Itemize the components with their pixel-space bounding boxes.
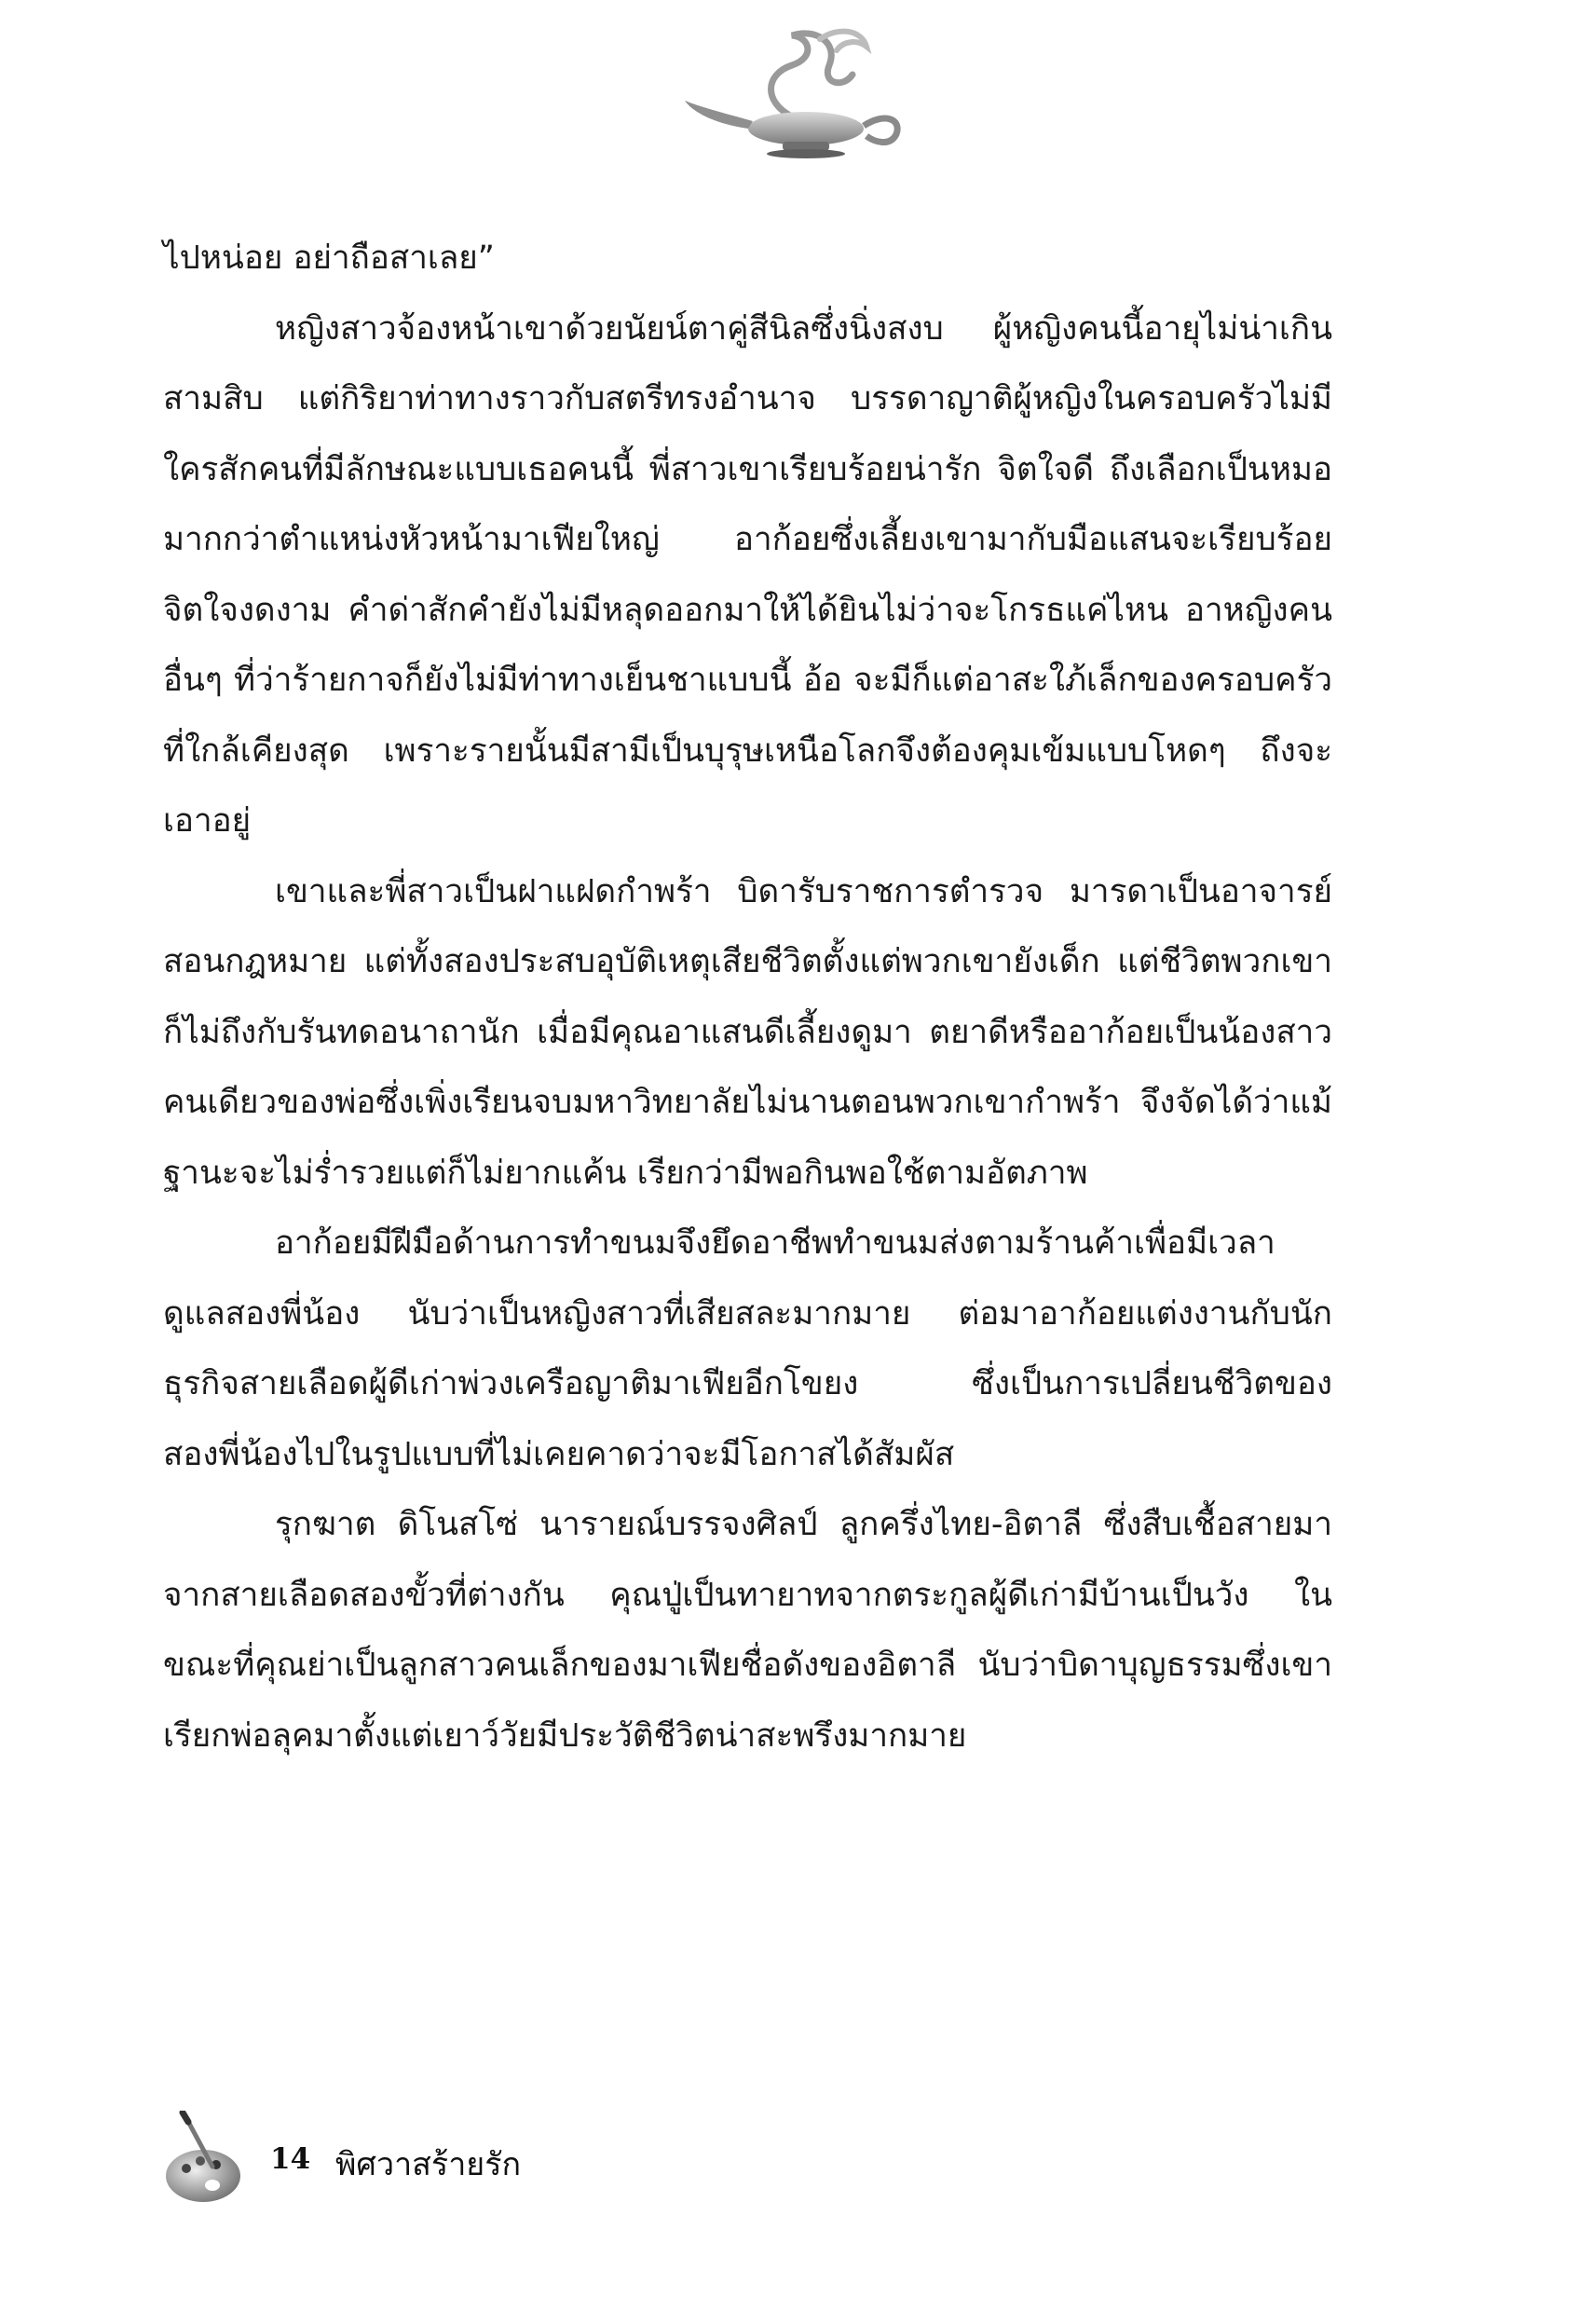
paragraph: รุกฆาต ดิโนสโซ่ นารายณ์บรรจงศิลป์ ลูกครึ่งไทย-อิตาลี ซึ่งสืบเชื้อสายมาจากสายเลือดสองขั้วที่ต่างกัน คุณปู่เป็นทายาทจากตระกูลผู้ดีเก่ามีบ้านเป็นวัง ในขณะที่คุณย่าเป็นลูกสาวคนเล็กของมาเฟียชื่อดังของอิตาลี นับว่าบิดาบุญธรรมซึ่งเขาเรียกพ่อลุคมาตั้งแต่เยาว์วัยมีประวัติชีวิตน่าสะพรึงมากมาย (163, 1506, 1332, 1755)
painter-palette-icon (158, 2111, 252, 2213)
paragraph: ไปหน่อย อย่าถือสาเลย” (163, 239, 495, 277)
paragraph: หญิงสาวจ้องหน้าเขาด้วยนัยน์ตาคู่สีนิลซึ่งนิ่งสงบ ผู้หญิงคนนี้อายุไม่น่าเกินสามสิบ แต่กิริยาท่าทางราวกับสตรีทรงอำนาจ บรรดาญาติผู้หญิงในครอบครัวไม่มีใครสักคนที่มีลักษณะแบบเธอคนนี้ พี่สาวเขาเรียบร้อยน่ารัก จิตใจดี ถึงเลือกเป็นหมอมากกว่าตำแหน่งหัวหน้ามาเฟียใหญ่ อาก้อยซึ่งเลี้ยงเขามากับมือแสนจะเรียบร้อย จิตใจงดงาม คำด่าสักคำยังไม่มีหลุดออกมาให้ได้ยินไม่ว่าจะโกรธแค่ไหน อาหญิงคนอื่นๆ ที่ว่าร้ายกาจก็ยังไม่มีท่าทางเย็นชาแบบนี้ อ้อ จะมีก็แต่อาสะใภ้เล็กของครอบครัวที่ใกล้เคียงสุด เพราะรายนั้นมีสามีเป็นบุรุษเหนือโลกจึงต้องคุมเข้มแบบโหดๆ ถึงจะเอาอยู่ (163, 309, 1332, 840)
page-body (163, 224, 1332, 1771)
book-title: พิศวาสร้ายรัก (335, 2146, 522, 2183)
magic-lamp-icon (652, 19, 960, 158)
page-footer (158, 2111, 717, 2213)
paragraph: เขาและพี่สาวเป็นฝาแฝดกำพร้า บิดารับราชการตำรวจ มารดาเป็นอาจารย์สอนกฎหมาย แต่ทั้งสองประสบอุบัติเหตุเสียชีวิตตั้งแต่พวกเขายังเด็ก แต่ชีวิตพวกเขาก็ไม่ถึงกับรันทดอนาถานัก เมื่อมีคุณอาแสนดีเลี้ยงดูมา ตยาดีหรืออาก้อยเป็นน้องสาวคนเดียวของพ่อซึ่งเพิ่งเรียนจบมหาวิทยาลัยไม่นานตอนพวกเขากำพร้า จึงจัดได้ว่าแม้ฐานะจะไม่ร่ำรวยแต่ก็ไม่ยากแค้น เรียกว่ามีพอกินพอใช้ตามอัตภาพ (163, 872, 1332, 1192)
page-number: 14 (270, 2142, 311, 2176)
paragraph: อาก้อยมีฝีมือด้านการทำขนมจึงยึดอาชีพทำขนมส่งตามร้านค้าเพื่อมีเวลาดูแลสองพี่น้อง นับว่าเป็นหญิงสาวที่เสียสละมากมาย ต่อมาอาก้อยแต่งงานกับนักธุรกิจสายเลือดผู้ดีเก่าพ่วงเครือญาติมาเฟียอีกโขยง ซึ่งเป็นการเปลี่ยนชีวิตของสองพี่น้องไปในรูปแบบที่ไม่เคยคาดว่าจะมีโอกาสได้สัมผัส (163, 1224, 1332, 1473)
